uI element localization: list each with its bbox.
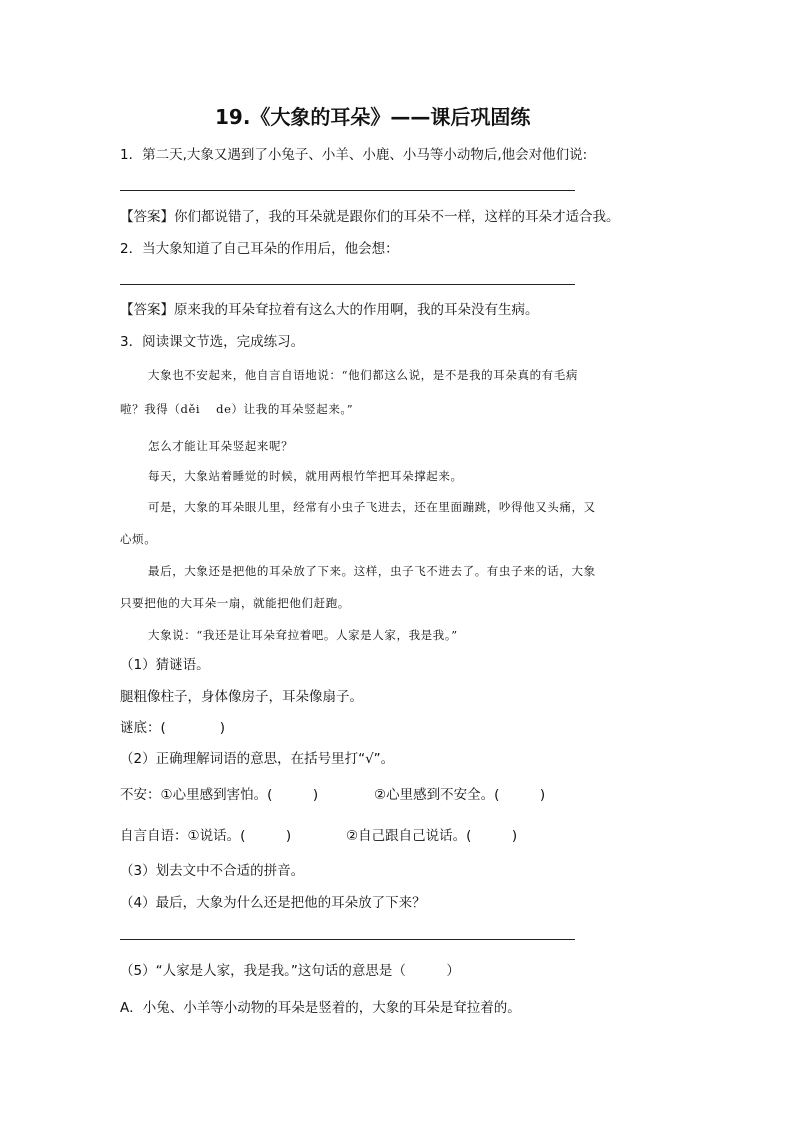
sub-question-1: （1）猜谜语。 bbox=[120, 657, 210, 673]
passage-text: ）让我的耳朵竖起来。” bbox=[231, 402, 354, 416]
passage-line: 大象说：“我还是让耳朵耷拉着吧。人家是人家，我是我。” bbox=[148, 628, 458, 642]
passage-line: 心烦。 bbox=[120, 532, 157, 546]
sub-question-3: （3）划去文中不合适的拼音。 bbox=[120, 863, 305, 879]
answer-2 bbox=[120, 301, 539, 319]
sub-question-2: （2）正确理解词语的意思，在括号里打“√”。 bbox=[120, 751, 395, 767]
page-title: 19.《大象的耳朵》——课后巩固练 bbox=[215, 105, 531, 129]
pinyin-option-dei: děi bbox=[180, 402, 201, 416]
answer-tag: 【答案】 bbox=[120, 209, 174, 225]
meaning-option-2[interactable]: ②自己跟自己说话。( ) bbox=[346, 828, 518, 844]
meaning-option-1[interactable]: ①说话。( ) bbox=[187, 828, 292, 844]
term-row-buan bbox=[120, 786, 318, 804]
passage-line: 最后，大象还是把他的耳朵放了下来。这样，虫子飞不进去了。有虫子来的话，大象 bbox=[148, 564, 596, 578]
answer-tag: 【答案】 bbox=[120, 302, 174, 318]
term-row-ziyanziyu bbox=[120, 827, 291, 845]
choice-option-a[interactable]: A．小兔、小羊等小动物的耳朵是竖着的，大象的耳朵是耷拉着的。 bbox=[120, 1000, 521, 1016]
answer-line-1 bbox=[120, 190, 575, 191]
pinyin-option-de: de bbox=[216, 402, 232, 416]
term-label: 不安： bbox=[120, 787, 161, 803]
sub-question-5: （5）“人家是人家，我是我。”这句话的意思是（ ） bbox=[120, 963, 460, 979]
riddle-answer-blank[interactable]: 谜底：( ) bbox=[120, 720, 226, 736]
passage-text: 啦？我得（ bbox=[120, 402, 181, 416]
question-3-intro: 3．阅读课文节选，完成练习。 bbox=[120, 334, 305, 350]
answer-line-2 bbox=[120, 284, 575, 285]
question-1: 1．第二天,大象又遇到了小兔子、小羊、小鹿、小马等小动物后,他会对他们说: bbox=[120, 147, 588, 163]
passage-line: 怎么才能让耳朵竖起来呢？ bbox=[148, 439, 294, 453]
question-2: 2．当大象知道了自己耳朵的作用后，他会想： bbox=[120, 241, 399, 257]
answer-1 bbox=[120, 208, 620, 226]
passage-line: 可是，大象的耳朵眼儿里，经常有小虫子飞进去，还在里面蹦跳，吵得他又头痛，又 bbox=[148, 500, 596, 514]
passage-line: 只要把他的大耳朵一扇，就能把他们赶跑。 bbox=[120, 596, 350, 610]
sub-question-4: （4）最后，大象为什么还是把他的耳朵放了下来？ bbox=[120, 895, 426, 911]
answer-text: 你们都说错了，我的耳朵就是跟你们的耳朵不一样，这样的耳朵才适合我。 bbox=[174, 209, 620, 225]
passage-line bbox=[120, 400, 353, 418]
answer-text: 原来我的耳朵耷拉着有这么大的作用啊，我的耳朵没有生病。 bbox=[174, 302, 539, 318]
passage-line: 大象也不安起来，他自言自语地说：“他们都这么说，是不是我的耳朵真的有毛病 bbox=[148, 368, 578, 382]
passage-line: 每天，大象站着睡觉的时候，就用两根竹竿把耳朵撑起来。 bbox=[148, 469, 463, 483]
answer-line-4 bbox=[120, 939, 575, 940]
riddle-text: 腿粗像柱子，身体像房子，耳朵像扇子。 bbox=[120, 689, 363, 705]
meaning-option-2[interactable]: ②心里感到不安全。( ) bbox=[374, 787, 546, 803]
term-label: 自言自语： bbox=[120, 828, 188, 844]
meaning-option-1[interactable]: ①心里感到害怕。( ) bbox=[160, 787, 319, 803]
